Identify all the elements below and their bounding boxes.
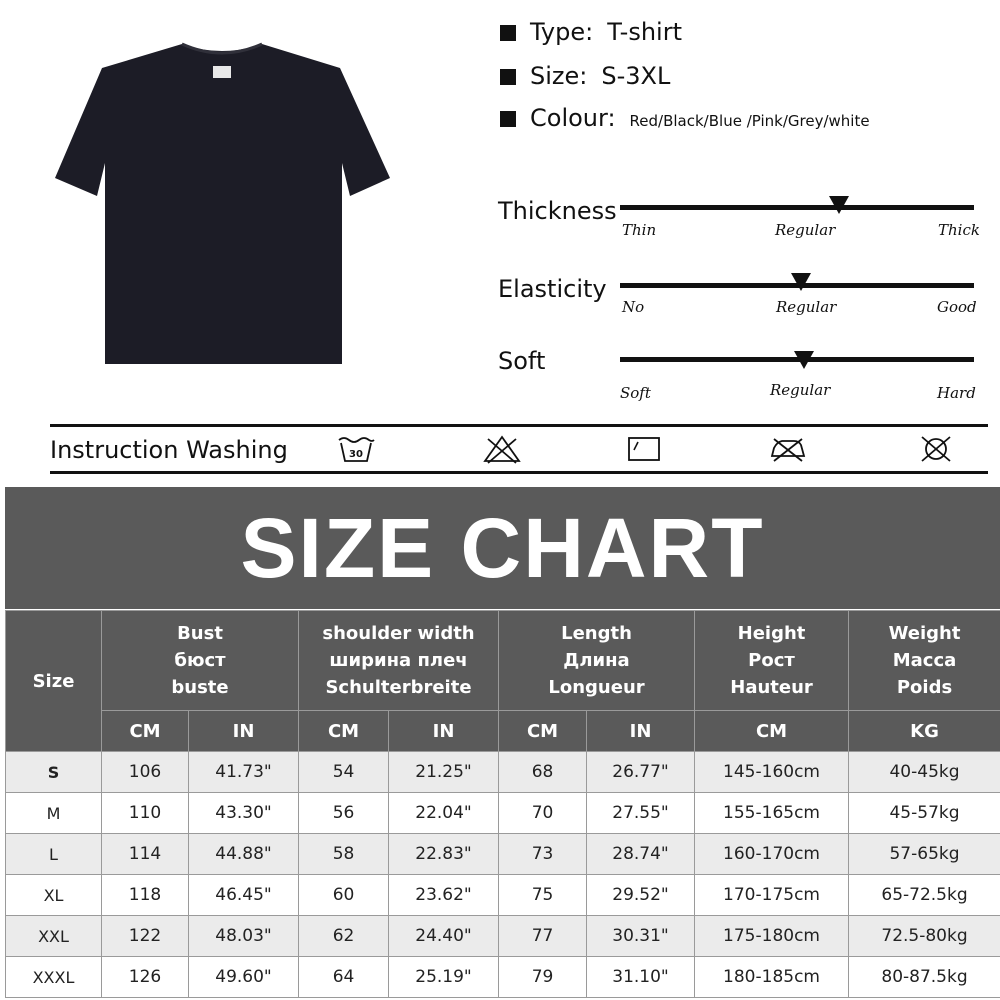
height-header — [695, 611, 849, 711]
value-cell: 73 — [499, 834, 587, 875]
unit-header: CM — [299, 711, 389, 752]
spec-type — [500, 18, 682, 46]
header-line: buste — [171, 677, 229, 698]
spec-size — [500, 62, 670, 90]
value-cell: 23.62" — [389, 875, 499, 916]
scale-tick-left: Thin — [622, 221, 657, 239]
size-chart-title: SIZE CHART — [240, 501, 765, 595]
header-line: Schulterbreite — [325, 677, 472, 698]
unit-header: KG — [849, 711, 1000, 752]
value-cell: 155-165cm — [695, 793, 849, 834]
value-cell: 25.19" — [389, 957, 499, 998]
value-cell: 56 — [299, 793, 389, 834]
spec-value: T-shirt — [607, 18, 682, 46]
value-cell: 24.40" — [389, 916, 499, 957]
value-cell: 118 — [102, 875, 189, 916]
size-header: Size — [6, 611, 102, 752]
bust-header — [102, 611, 299, 711]
divider — [50, 424, 988, 427]
size-cell: XL — [6, 875, 102, 916]
scale-name: Soft — [498, 347, 546, 375]
scale-name: Elasticity — [498, 275, 607, 303]
scale-tick-middle: Regular — [776, 298, 837, 316]
unit-header: IN — [389, 711, 499, 752]
unit-header: IN — [587, 711, 695, 752]
value-cell: 145-160cm — [695, 752, 849, 793]
value-cell: 40-45kg — [849, 752, 1000, 793]
value-cell: 45-57kg — [849, 793, 1000, 834]
size-chart-header — [5, 487, 1000, 609]
scale-name: Thickness — [498, 197, 617, 225]
value-cell: 54 — [299, 752, 389, 793]
divider — [50, 471, 988, 474]
value-cell: 22.04" — [389, 793, 499, 834]
value-cell: 27.55" — [587, 793, 695, 834]
header-line: Hauteur — [730, 677, 813, 698]
table-header-row — [6, 611, 1000, 711]
spec-label: Type: — [530, 18, 594, 46]
spec-label: Size: — [530, 62, 588, 90]
do-not-iron-icon — [768, 434, 808, 464]
scale-tick-right: Hard — [937, 384, 976, 402]
spec-colour — [500, 104, 870, 132]
header-line: Масса — [892, 650, 957, 671]
header-line: Weight — [888, 623, 961, 644]
value-cell: 106 — [102, 752, 189, 793]
scale-tick-right: Good — [937, 298, 977, 316]
table-row — [6, 875, 1000, 916]
table-row — [6, 957, 1000, 998]
table-row — [6, 834, 1000, 875]
value-cell: 170-175cm — [695, 875, 849, 916]
value-cell: 30.31" — [587, 916, 695, 957]
value-cell: 79 — [499, 957, 587, 998]
dry-flat-icon — [624, 434, 664, 464]
value-cell: 31.10" — [587, 957, 695, 998]
washing-label: Instruction Washing — [50, 436, 288, 464]
header-line: Longueur — [548, 677, 645, 698]
tshirt-neck-label — [213, 66, 231, 78]
spec-label: Colour: — [530, 104, 616, 132]
header-line: бюст — [174, 650, 226, 671]
value-cell: 122 — [102, 916, 189, 957]
bullet-icon — [500, 25, 516, 41]
value-cell: 72.5-80kg — [849, 916, 1000, 957]
value-cell: 64 — [299, 957, 389, 998]
value-cell: 44.88" — [189, 834, 299, 875]
table-row — [6, 916, 1000, 957]
value-cell: 29.52" — [587, 875, 695, 916]
header-line: Poids — [896, 677, 953, 698]
spec-value: Red/Black/Blue /Pink/Grey/white — [629, 112, 870, 130]
scale-tick-left: No — [622, 298, 645, 316]
value-cell: 75 — [499, 875, 587, 916]
unit-header: CM — [695, 711, 849, 752]
scale-line — [620, 205, 974, 210]
shoulder-width-header — [299, 611, 499, 711]
scale-marker-icon — [791, 273, 811, 291]
value-cell: 41.73" — [189, 752, 299, 793]
value-cell: 68 — [499, 752, 587, 793]
size-cell: L — [6, 834, 102, 875]
value-cell: 60 — [299, 875, 389, 916]
length-header — [499, 611, 695, 711]
table-row — [6, 793, 1000, 834]
weight-header — [849, 611, 1000, 711]
wash-30-icon — [336, 434, 376, 464]
value-cell: 21.25" — [389, 752, 499, 793]
spec-value: S-3XL — [601, 62, 671, 90]
size-cell: XXL — [6, 916, 102, 957]
table-row — [6, 752, 1000, 793]
size-cell: XXXL — [6, 957, 102, 998]
tshirt-image — [50, 38, 395, 368]
value-cell: 43.30" — [189, 793, 299, 834]
value-cell: 26.77" — [587, 752, 695, 793]
tshirt-body — [55, 44, 390, 364]
value-cell: 62 — [299, 916, 389, 957]
size-cell: M — [6, 793, 102, 834]
value-cell: 110 — [102, 793, 189, 834]
value-cell: 28.74" — [587, 834, 695, 875]
value-cell: 57-65kg — [849, 834, 1000, 875]
size-chart-table — [5, 610, 1000, 998]
bullet-icon — [500, 69, 516, 85]
value-cell: 46.45" — [189, 875, 299, 916]
value-cell: 48.03" — [189, 916, 299, 957]
header-line: shoulder width — [322, 623, 475, 644]
header-line: Bust — [177, 623, 223, 644]
scale-marker-icon — [829, 196, 849, 214]
value-cell: 180-185cm — [695, 957, 849, 998]
unit-header: IN — [189, 711, 299, 752]
value-cell: 160-170cm — [695, 834, 849, 875]
size-cell: S — [6, 752, 102, 793]
header-line: ширина плеч — [329, 650, 468, 671]
value-cell: 175-180cm — [695, 916, 849, 957]
header-line: Height — [737, 623, 806, 644]
header-line: Length — [561, 623, 632, 644]
value-cell: 65-72.5kg — [849, 875, 1000, 916]
unit-header: CM — [102, 711, 189, 752]
header-line: Длина — [563, 650, 630, 671]
scale-marker-icon — [794, 351, 814, 369]
value-cell: 70 — [499, 793, 587, 834]
value-cell: 22.83" — [389, 834, 499, 875]
bullet-icon — [500, 111, 516, 127]
value-cell: 126 — [102, 957, 189, 998]
value-cell: 77 — [499, 916, 587, 957]
value-cell: 114 — [102, 834, 189, 875]
scale-tick-middle: Regular — [770, 381, 831, 399]
scale-tick-middle: Regular — [775, 221, 836, 239]
wash-temp-label: 30 — [349, 449, 363, 460]
do-not-bleach-icon — [482, 434, 522, 464]
do-not-dry-clean-icon — [916, 434, 956, 464]
value-cell: 49.60" — [189, 957, 299, 998]
unit-header-row — [6, 711, 1000, 752]
scale-tick-left: Soft — [620, 384, 651, 402]
value-cell: 80-87.5kg — [849, 957, 1000, 998]
value-cell: 58 — [299, 834, 389, 875]
header-line: Рост — [748, 650, 795, 671]
unit-header: CM — [499, 711, 587, 752]
scale-tick-right: Thick — [938, 221, 980, 239]
